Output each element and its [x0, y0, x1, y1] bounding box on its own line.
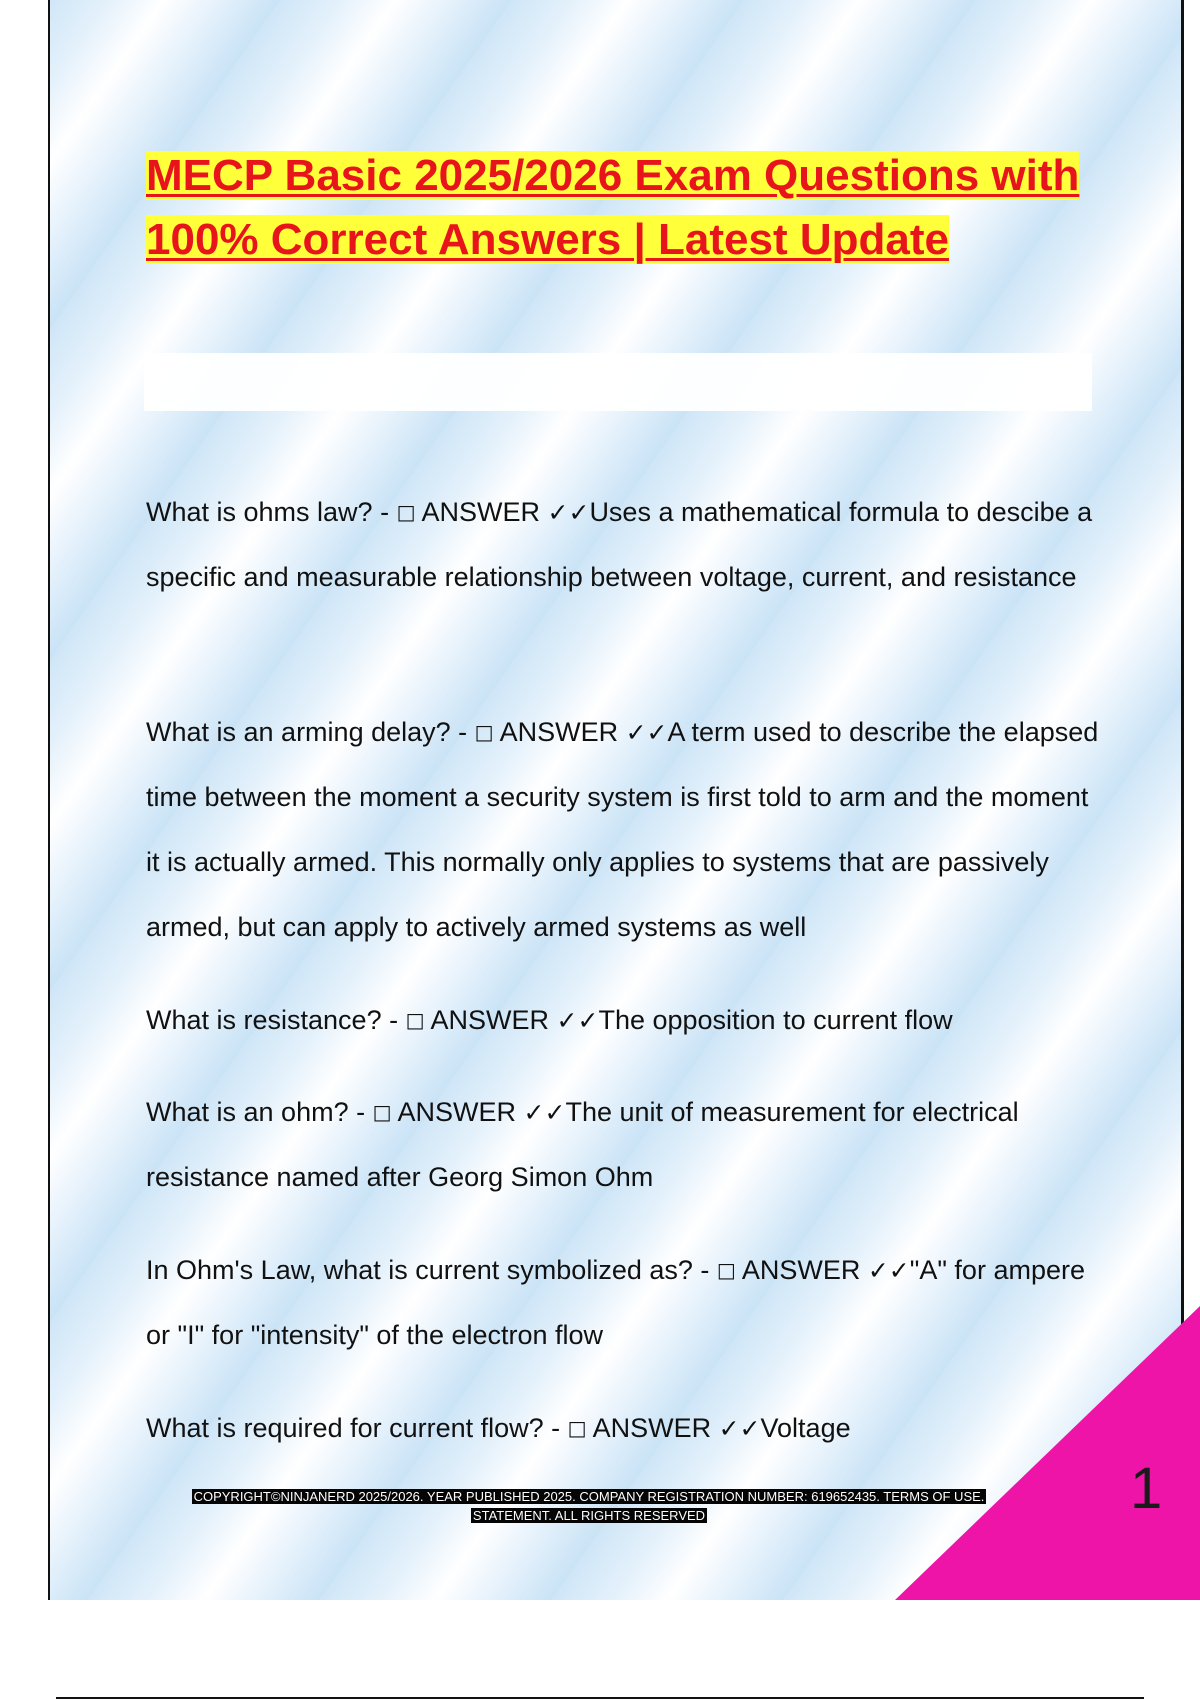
qa-item: What is resistance? - □ ANSWER ✓✓The opposition to current flow [146, 1005, 953, 1035]
bottom-rule [56, 1697, 1144, 1699]
checkmark-icon: ✓✓ [718, 1414, 761, 1443]
qa-item: In Ohm's Law, what is current symbolized as? - □ ANSWER ✓✓"A" for ampere or "I" for "intensity" of the electron flow [146, 1255, 1085, 1350]
copyright-footer [172, 1487, 1006, 1525]
checkmark-icon: ✓✓ [547, 498, 590, 527]
qa-item: What is required for current flow? - □ ANSWER ✓✓Voltage [146, 1413, 851, 1443]
qa-item: What is an ohm? - □ ANSWER ✓✓The unit of measurement for electrical resistance named after Georg Simon Ohm [146, 1097, 1019, 1192]
qa-item: What is ohms law? - □ ANSWER ✓✓Uses a mathematical formula to descibe a specific and measurable relationship between voltage, current, and resistance [146, 497, 1093, 592]
copyright-line-1: COPYRIGHT©NINJANERD 2025/2026. YEAR PUBLISHED 2025. COMPANY REGISTRATION NUMBER: 619652435. TERMS OF USE. [193, 1489, 985, 1504]
answer-marker-icon: □ [396, 500, 416, 524]
answer-marker-icon: □ [372, 1100, 392, 1124]
answer-marker-icon: □ [716, 1258, 736, 1282]
checkmark-icon: ✓✓ [523, 1098, 566, 1127]
document-title: MECP Basic 2025/2026 Exam Questions with 100% Correct Answers | Latest Update [146, 151, 1080, 264]
page-number: 1 [1130, 1456, 1163, 1521]
checkmark-icon: ✓✓ [556, 1006, 599, 1035]
answer-marker-icon: □ [474, 720, 494, 744]
copyright-line-2: STATEMENT. ALL RIGHTS RESERVED [472, 1508, 706, 1523]
answer-marker-icon: □ [567, 1416, 587, 1440]
checkmark-icon: ✓✓ [625, 718, 668, 747]
answer-marker-icon: □ [405, 1008, 425, 1032]
qa-item: What is an arming delay? - □ ANSWER ✓✓A term used to describe the elapsed time between the moment a security system is first told to arm and the moment it is actually armed. This normally only applies to systems that are passively armed, but can apply to actively armed systems as well [146, 717, 1099, 942]
checkmark-icon: ✓✓ [867, 1256, 910, 1285]
